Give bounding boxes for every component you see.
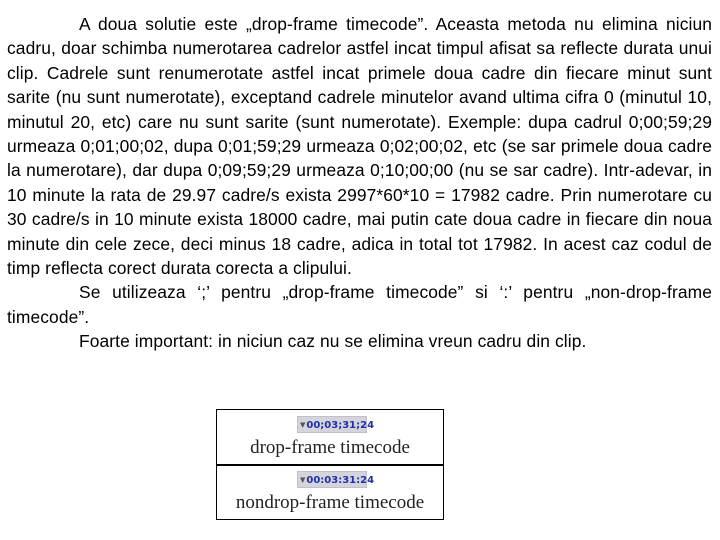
dropdown-triangle-icon: ▼ — [300, 421, 306, 429]
drop-frame-timecode-display — [297, 416, 375, 433]
nondrop-frame-timecode-display — [297, 471, 375, 488]
timecode-comparison-figure — [216, 409, 444, 520]
document-body — [7, 12, 712, 354]
nondrop-frame-label: nondrop-frame timecode — [235, 492, 425, 513]
drop-frame-label: drop-frame timecode — [250, 437, 410, 458]
drop-frame-panel — [217, 410, 443, 466]
nondrop-frame-timecode-value: 00:03:31:24 — [306, 475, 375, 486]
paragraph-separator-usage: Se utilizeaza ‘;’ pentru „drop-frame timecode” si ‘:’ pentru „non-drop-frame timecode”. — [7, 282, 712, 327]
nondrop-frame-panel — [217, 465, 443, 519]
dropdown-triangle-icon: ▼ — [300, 476, 306, 484]
paragraph-drop-frame-explanation: A doua solutie este „drop-frame timecode”. Aceasta metoda nu elimina niciun cadru, doar schimba numerotarea cadrelor astfel incat timpul afisat sa reflecte durata unui clip. Cadrele sunt renumerotate astfel incat primele doua cadre din fiecare minut sunt sarite (nu sunt numerotate), exceptand cadrele minutelor avand ultima cifra 0 (minutul 10, minutul 20, etc) care nu sunt sarite (sunt numerotate). Exemple: dupa cadrul 0;00;59;29 urmeaza 0;01;00;02, dupa 0;01;59;29 urmeaza 0;02;00;02, etc (se sar primele doua cadre la numerotare), dar dupa 0;09;59;29 urmeaza 0;10;00;00 (nu se sar cadre). Intr-adevar, in 10 minute la rata de 29.97 cadre/s exista 2997*60*10 = 17982 cadre. Prin numerotare cu 30 cadre/s in 10 minute exista 18000 cadre, mai putin cate doua cadre in fiecare din noua minute din cele zece, deci minus 18 cadre, adica in total tot 17982. In acest caz codul de timp reflecta corect durata corecta a clipului. — [7, 14, 712, 279]
paragraph-important-note: Foarte important: in niciun caz nu se elimina vreun cadru din clip. — [79, 331, 587, 352]
drop-frame-timecode-value: 00;03;31;24 — [306, 420, 375, 431]
